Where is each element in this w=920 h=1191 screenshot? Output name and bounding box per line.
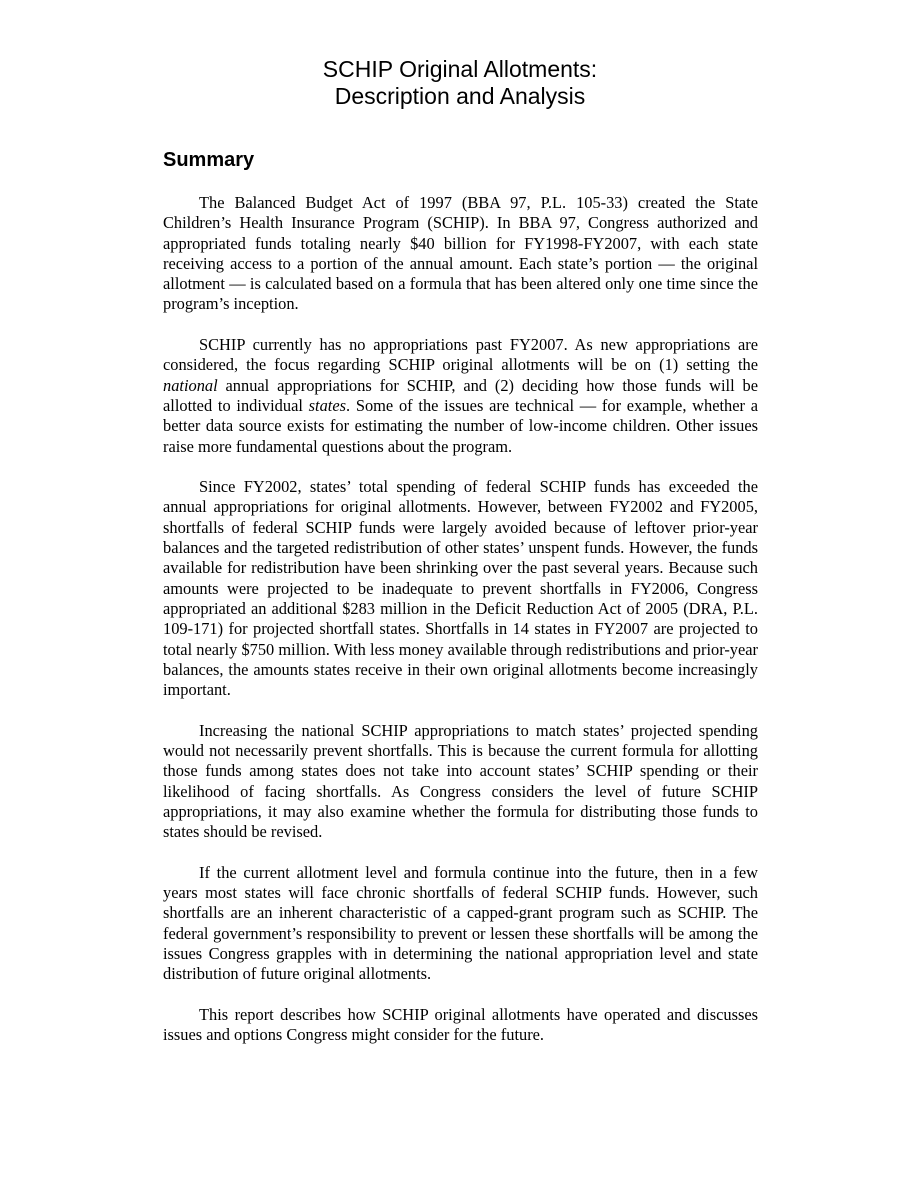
report-title-line-2: Description and Analysis: [334, 83, 586, 109]
section-heading-summary: Summary: [163, 149, 255, 171]
summary-body: [163, 193, 758, 1045]
summary-paragraph-2: [163, 335, 758, 457]
summary-paragraph-5: If the current allotment level and formula continue into the future, then in a few years most states will face chronic shortfalls of federal SCHIP funds. However, such shortfalls are an inherent characteristic of a capped-grant program such as SCHIP. The federal government’s responsibility to prevent or lessen these shortfalls will be among the issues Congress grapples with in determining the national appropriation level and state distribution of future original allotments.: [163, 862, 758, 984]
paragraph-2-text-a: SCHIP currently has no appropriations past FY2007. As new appropriations are considered, the focus regarding SCHIP original allotments will be on (1) setting the: [163, 335, 758, 375]
paragraph-2-text-c: . Some of the issues are technical — for example, whether a better data source exists for estimating the number of low-income children. Other issues raise more fundamental questions about the program.: [163, 395, 759, 456]
paragraph-2-emphasis-states: states: [308, 395, 347, 415]
summary-paragraph-4: Increasing the national SCHIP appropriations to match states’ projected spending would not necessarily prevent shortfalls. This is because the current formula for allotting those funds among states does not take into account states’ SCHIP spending or their likelihood of facing shortfalls. As Congress considers the level of future SCHIP appropriations, it may also examine whether the formula for distributing those funds to states should be revised.: [163, 720, 758, 842]
summary-paragraph-6: This report describes how SCHIP original allotments have operated and discusses issues and options Congress might consider for the future.: [163, 1004, 758, 1045]
report-title-line-1: SCHIP Original Allotments:: [322, 56, 598, 82]
paragraph-2-text-b: annual appropriations for SCHIP, and (2) deciding how those funds will be allotted to individual: [163, 375, 758, 415]
report-title: [0, 56, 920, 110]
summary-paragraph-1: The Balanced Budget Act of 1997 (BBA 97, P.L. 105-33) created the State Children’s Health Insurance Program (SCHIP). In BBA 97, Congress authorized and appropriated funds totaling nearly $40 billion for FY1998-FY2007, with each state receiving access to a portion of the annual amount. Each state’s portion — the original allotment — is calculated based on a formula that has been altered only one time since the program’s inception.: [163, 193, 758, 314]
paragraph-2-emphasis-national: national: [163, 375, 218, 395]
summary-paragraph-3: Since FY2002, states’ total spending of federal SCHIP funds has exceeded the annual appropriations for original allotments. However, between FY2002 and FY2005, shortfalls of federal SCHIP funds were largely avoided because of leftover prior-year balances and the targeted redistribution of other states’ unspent funds. However, the funds available for redistribution have been shrinking over the past several years. Because such amounts were projected to be inadequate to prevent shortfalls in FY2006, Congress appropriated an additional $283 million in the Deficit Reduction Act of 2005 (DRA, P.L. 109-171) for projected shortfall states. Shortfalls in 14 states in FY2007 are projected to total nearly $750 million. With less money available through redistributions and prior-year balances, the amounts states receive in their own original allotments become increasingly important.: [163, 477, 758, 700]
